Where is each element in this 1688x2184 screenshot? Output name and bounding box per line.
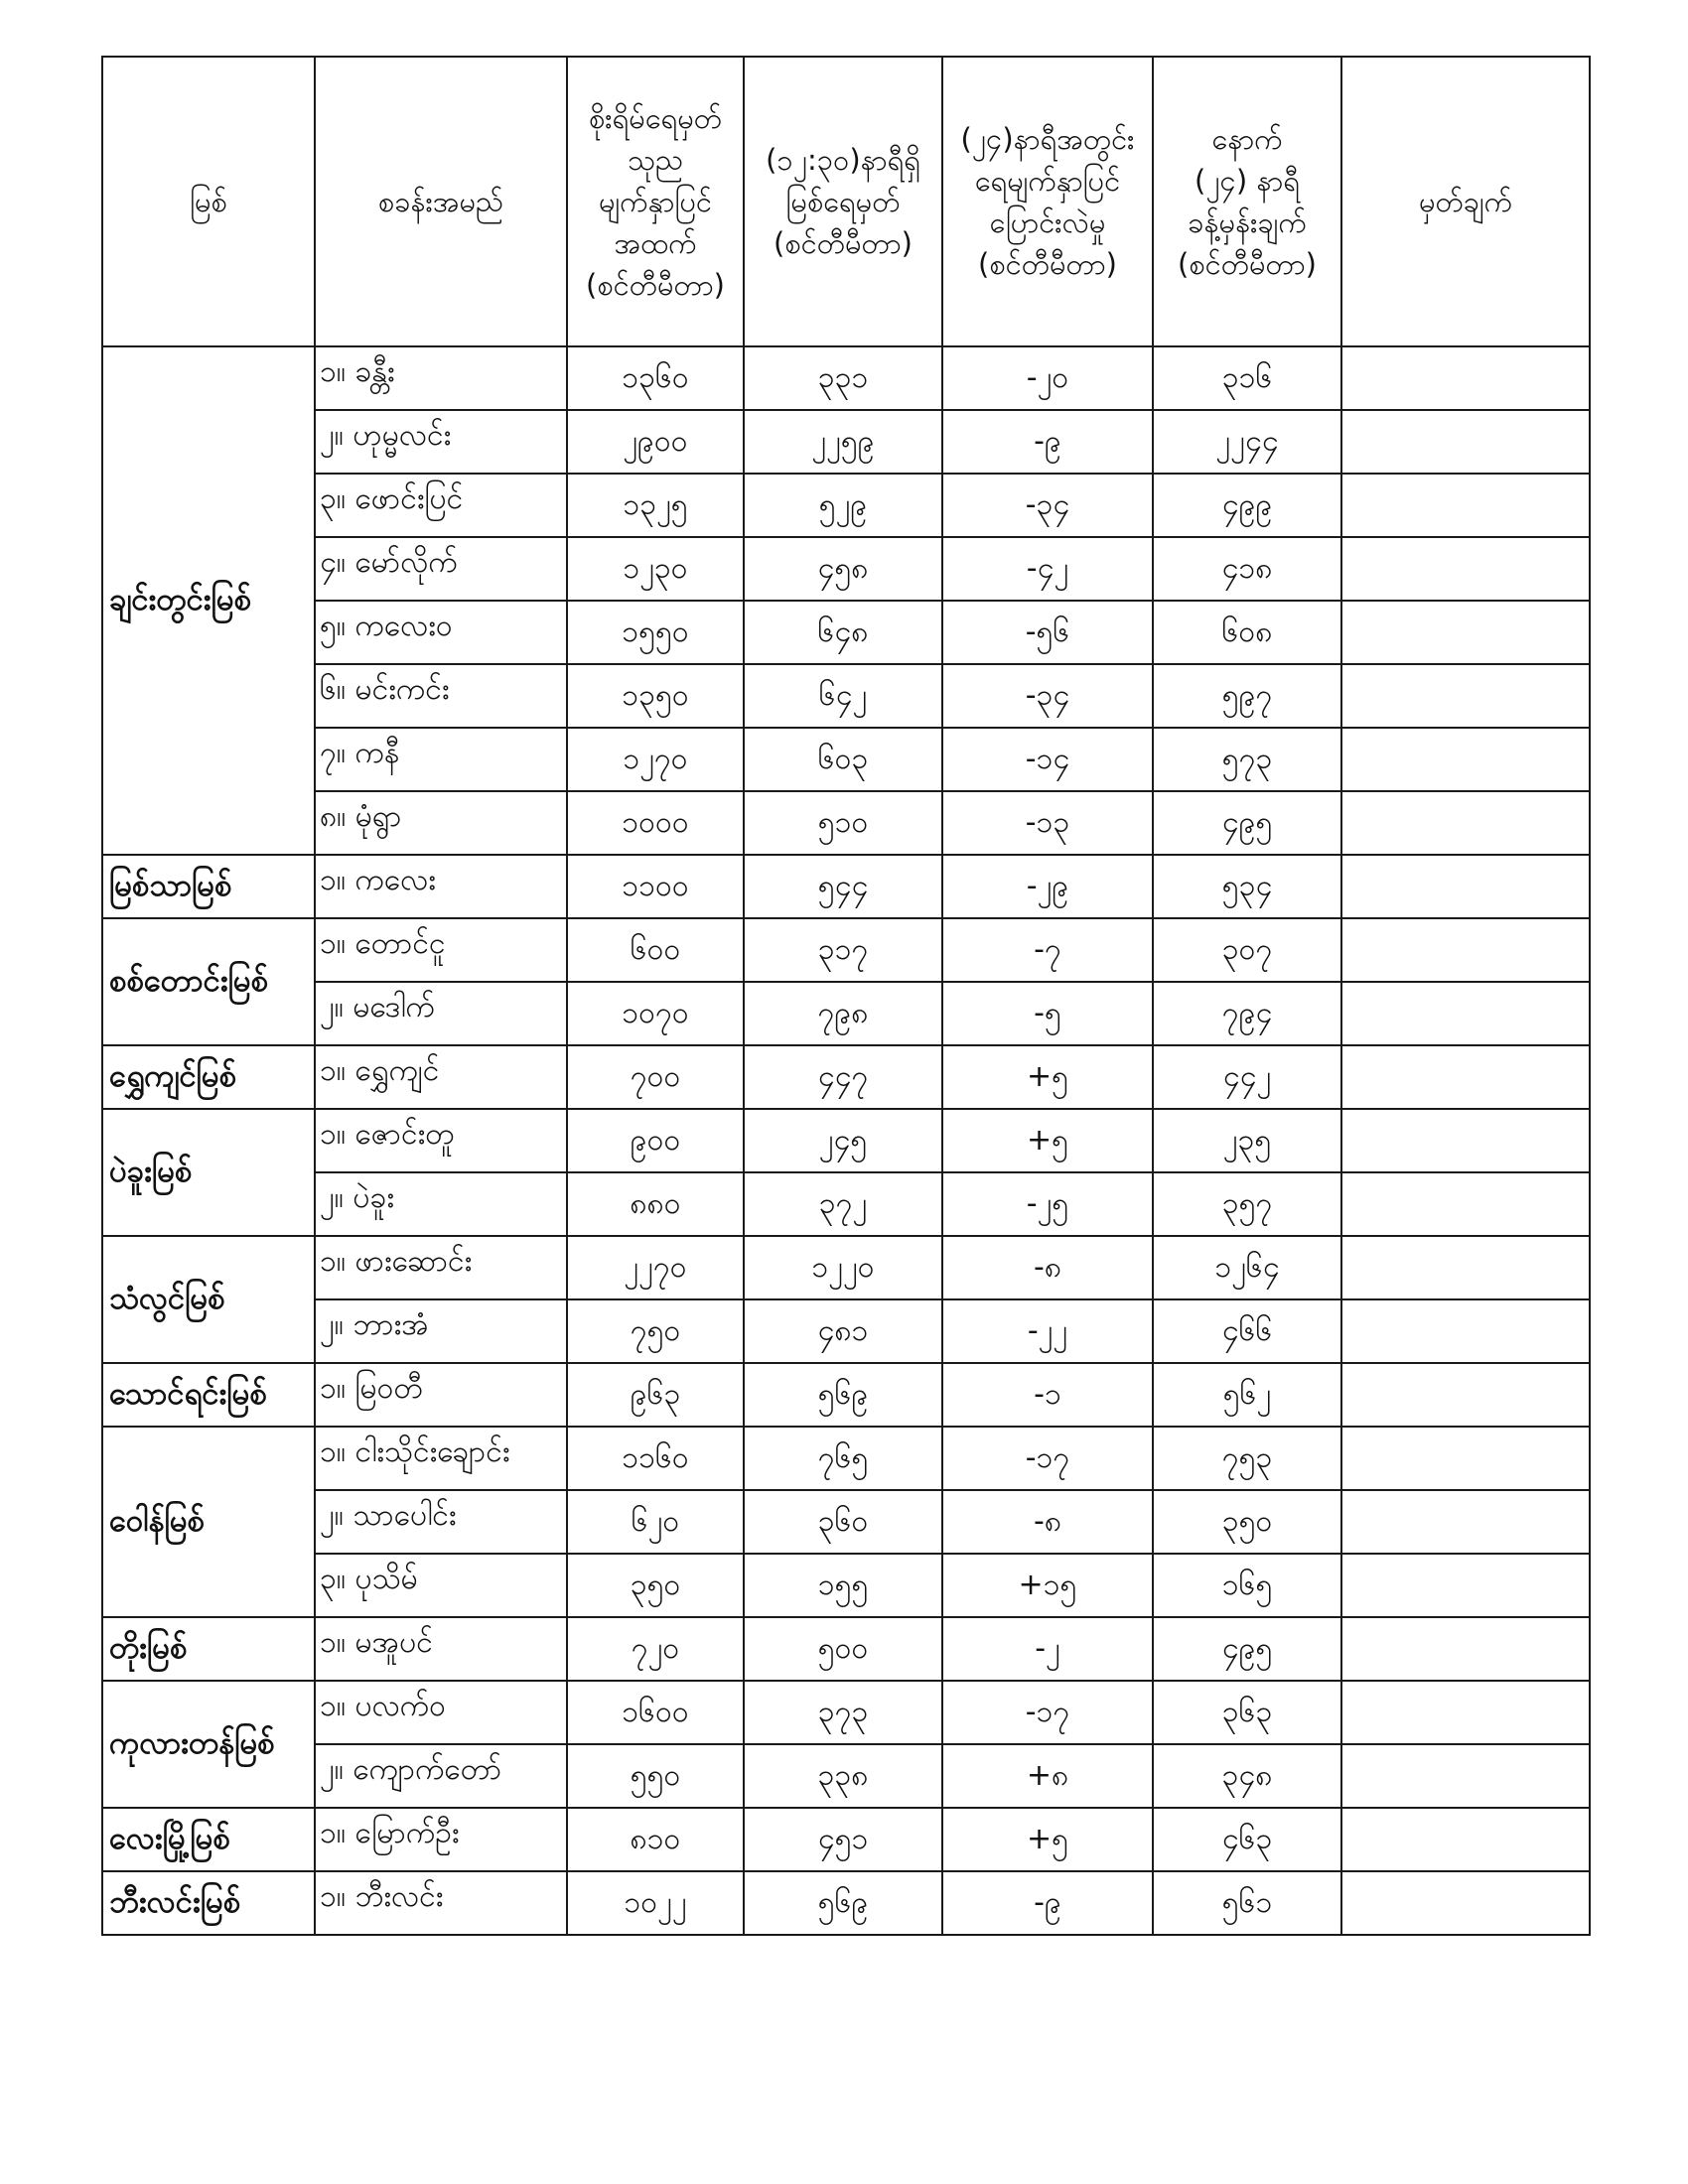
water-level: ၁၂၂၀ bbox=[744, 1236, 942, 1299]
forecast-level: ၂၃၅ bbox=[1153, 1109, 1341, 1172]
table-row bbox=[102, 1554, 1590, 1617]
remark bbox=[1341, 1681, 1590, 1744]
table-row bbox=[102, 1490, 1590, 1554]
danger-level: ၁၃၂၅ bbox=[567, 474, 744, 537]
station-name: ၁။ ရွှေကျင် bbox=[315, 1045, 567, 1109]
header-line: (စင်တီမီတာ) bbox=[1178, 247, 1317, 282]
header-line: ခန့်မှန်းချက် bbox=[1188, 205, 1307, 239]
level-change: -၃၄ bbox=[942, 474, 1153, 537]
danger-level: ၁၂၃၀ bbox=[567, 537, 744, 601]
station-name: ၈။ မုံရွာ bbox=[315, 791, 567, 855]
level-change: -၉ bbox=[942, 1871, 1153, 1935]
forecast-level: ၅၆၁ bbox=[1153, 1871, 1341, 1935]
level-change: -၃၄ bbox=[942, 664, 1153, 728]
table-row bbox=[102, 728, 1590, 791]
station-name: ၁။ ငါးသိုင်းချောင်း bbox=[315, 1427, 567, 1490]
station-name: ၂။ သာပေါင်း bbox=[315, 1490, 567, 1554]
water-level: ၇၆၅ bbox=[744, 1427, 942, 1490]
header-line: အထက် bbox=[614, 226, 697, 261]
river-name: မြစ်သာမြစ် bbox=[102, 855, 315, 918]
level-change: -၂၅ bbox=[942, 1172, 1153, 1236]
table-row bbox=[102, 601, 1590, 664]
danger-level: ၈၁၀ bbox=[567, 1808, 744, 1871]
remark bbox=[1341, 982, 1590, 1045]
river-name: ကုလားတန်မြစ် bbox=[102, 1681, 315, 1808]
remark bbox=[1341, 537, 1590, 601]
remark bbox=[1341, 346, 1590, 410]
header-line: စိုးရိမ်ရေမှတ် bbox=[588, 100, 723, 135]
river-name: ဘီးလင်းမြစ် bbox=[102, 1871, 315, 1935]
danger-level: ၁၀၀၀ bbox=[567, 791, 744, 855]
river-name: ဝေါန်မြစ် bbox=[102, 1427, 315, 1617]
station-name: ၁။ မအူပင် bbox=[315, 1617, 567, 1681]
remark bbox=[1341, 601, 1590, 664]
danger-level: ၁၃၅၀ bbox=[567, 664, 744, 728]
remark bbox=[1341, 474, 1590, 537]
header-remark bbox=[1341, 57, 1590, 346]
forecast-level: ၃၅၀ bbox=[1153, 1490, 1341, 1554]
table-row bbox=[102, 1871, 1590, 1935]
level-change: -၅ bbox=[942, 982, 1153, 1045]
river-name: သံလွင်မြစ် bbox=[102, 1236, 315, 1363]
forecast-level: ၄၆၃ bbox=[1153, 1808, 1341, 1871]
header-forecast bbox=[1153, 57, 1341, 346]
header-line: (စင်တီမီတာ) bbox=[774, 226, 913, 261]
level-change: -၁ bbox=[942, 1363, 1153, 1427]
danger-level: ၈၈၀ bbox=[567, 1172, 744, 1236]
station-name: ၄။ မော်လိုက် bbox=[315, 537, 567, 601]
table-header bbox=[102, 57, 1590, 346]
remark bbox=[1341, 1236, 1590, 1299]
header-line: (၂၄) နာရီ bbox=[1195, 163, 1300, 198]
remark bbox=[1341, 1363, 1590, 1427]
level-change: +၅ bbox=[942, 1808, 1153, 1871]
water-level: ၆၄၂ bbox=[744, 664, 942, 728]
forecast-level: ၄၉၅ bbox=[1153, 1617, 1341, 1681]
water-level: ၄၄၇ bbox=[744, 1045, 942, 1109]
remark bbox=[1341, 1172, 1590, 1236]
station-name: ၁။ ပလက်ဝ bbox=[315, 1681, 567, 1744]
remark bbox=[1341, 1744, 1590, 1808]
forecast-level: ၂၂၄၄ bbox=[1153, 410, 1341, 474]
level-change: +၅ bbox=[942, 1109, 1153, 1172]
danger-level: ၆၂၀ bbox=[567, 1490, 744, 1554]
header-station bbox=[315, 57, 567, 346]
station-name: ၁။ တောင်ငူ bbox=[315, 918, 567, 982]
water-level: ၄၅၈ bbox=[744, 537, 942, 601]
water-level: ၆၄၈ bbox=[744, 601, 942, 664]
danger-level: ၁၀၂၂ bbox=[567, 1871, 744, 1935]
river-name: ချင်းတွင်းမြစ် bbox=[102, 346, 315, 855]
station-name: ၇။ ကနီ bbox=[315, 728, 567, 791]
remark bbox=[1341, 1808, 1590, 1871]
danger-level: ၁၆၀၀ bbox=[567, 1681, 744, 1744]
station-name: ၁။ ကလေး bbox=[315, 855, 567, 918]
forecast-level: ၇၅၃ bbox=[1153, 1427, 1341, 1490]
table-row bbox=[102, 1172, 1590, 1236]
water-level: ၃၆၀ bbox=[744, 1490, 942, 1554]
river-name: သောင်ရင်းမြစ် bbox=[102, 1363, 315, 1427]
water-level: ၃၃၁ bbox=[744, 346, 942, 410]
remark bbox=[1341, 791, 1590, 855]
header-line: မျက်နှာပြင် bbox=[599, 184, 712, 218]
forecast-level: ၁၂၆၄ bbox=[1153, 1236, 1341, 1299]
danger-level: ၉၆၃ bbox=[567, 1363, 744, 1427]
river-name: စစ်တောင်းမြစ် bbox=[102, 918, 315, 1045]
level-change: -၁၇ bbox=[942, 1427, 1153, 1490]
level-change: +၁၅ bbox=[942, 1554, 1153, 1617]
table-row bbox=[102, 664, 1590, 728]
level-change: -၁၄ bbox=[942, 728, 1153, 791]
table-row bbox=[102, 791, 1590, 855]
table-row bbox=[102, 1427, 1590, 1490]
danger-level: ၂၉၀၀ bbox=[567, 410, 744, 474]
water-level: ၅၀၀ bbox=[744, 1617, 942, 1681]
forecast-level: ၅၃၄ bbox=[1153, 855, 1341, 918]
table-row bbox=[102, 1617, 1590, 1681]
forecast-level: ၅၇၃ bbox=[1153, 728, 1341, 791]
header-line: နောက် bbox=[1211, 121, 1283, 156]
danger-level: ၁၂၇၀ bbox=[567, 728, 744, 791]
header-line: စခန်းအမည် bbox=[377, 184, 504, 218]
forecast-level: ၅၉၇ bbox=[1153, 664, 1341, 728]
water-level: ၂၄၅ bbox=[744, 1109, 942, 1172]
forecast-level: ၃၄၈ bbox=[1153, 1744, 1341, 1808]
water-level: ၂၂၅၉ bbox=[744, 410, 942, 474]
remark bbox=[1341, 1554, 1590, 1617]
header-line: မြစ် bbox=[190, 184, 227, 218]
remark bbox=[1341, 728, 1590, 791]
table-row bbox=[102, 1299, 1590, 1363]
level-change: -၈ bbox=[942, 1236, 1153, 1299]
level-change: -၂၂ bbox=[942, 1299, 1153, 1363]
remark bbox=[1341, 1427, 1590, 1490]
header-row bbox=[102, 57, 1590, 346]
river-name: လေးမြို့မြစ် bbox=[102, 1808, 315, 1871]
forecast-level: ၄၉၉ bbox=[1153, 474, 1341, 537]
level-change: -၉ bbox=[942, 410, 1153, 474]
water-level: ၁၅၅ bbox=[744, 1554, 942, 1617]
level-change: -၂၀ bbox=[942, 346, 1153, 410]
remark bbox=[1341, 855, 1590, 918]
forecast-level: ၃၀၇ bbox=[1153, 918, 1341, 982]
danger-level: ၅၅၀ bbox=[567, 1744, 744, 1808]
remark bbox=[1341, 1299, 1590, 1363]
table-body bbox=[102, 346, 1590, 1935]
header-danger-level bbox=[567, 57, 744, 346]
water-level: ၃၁၇ bbox=[744, 918, 942, 982]
danger-level: ၁၅၅၀ bbox=[567, 601, 744, 664]
remark bbox=[1341, 1109, 1590, 1172]
level-change: -၇ bbox=[942, 918, 1153, 982]
table-row bbox=[102, 918, 1590, 982]
water-level-table bbox=[101, 56, 1591, 1936]
station-name: ၂။ မဒေါက် bbox=[315, 982, 567, 1045]
forecast-level: ၄၉၅ bbox=[1153, 791, 1341, 855]
river-name: ပဲခူးမြစ် bbox=[102, 1109, 315, 1236]
danger-level: ၃၅၀ bbox=[567, 1554, 744, 1617]
table-row bbox=[102, 1236, 1590, 1299]
level-change: -၈ bbox=[942, 1490, 1153, 1554]
header-line: သုည bbox=[627, 142, 684, 177]
table-row bbox=[102, 1681, 1590, 1744]
water-level: ၃၃၈ bbox=[744, 1744, 942, 1808]
table-row bbox=[102, 1363, 1590, 1427]
table-row bbox=[102, 474, 1590, 537]
water-level: ၅၁၀ bbox=[744, 791, 942, 855]
level-change: -၂ bbox=[942, 1617, 1153, 1681]
station-name: ၂။ ဟုမ္မလင်း bbox=[315, 410, 567, 474]
header-line: ပြောင်းလဲမှု bbox=[989, 205, 1106, 239]
danger-level: ၁၁၀၀ bbox=[567, 855, 744, 918]
remark bbox=[1341, 1490, 1590, 1554]
water-level: ၅၂၉ bbox=[744, 474, 942, 537]
table-row bbox=[102, 1045, 1590, 1109]
water-level: ၅၄၄ bbox=[744, 855, 942, 918]
danger-level: ၁၁၆၀ bbox=[567, 1427, 744, 1490]
station-name: ၁။ ဘီးလင်း bbox=[315, 1871, 567, 1935]
level-change: -၂၉ bbox=[942, 855, 1153, 918]
river-name: တိုးမြစ် bbox=[102, 1617, 315, 1681]
water-level: ၅၆၉ bbox=[744, 1871, 942, 1935]
table-row bbox=[102, 346, 1590, 410]
remark bbox=[1341, 1045, 1590, 1109]
station-name: ၂။ ဘားအံ bbox=[315, 1299, 567, 1363]
water-level: ၆၀၃ bbox=[744, 728, 942, 791]
table-row bbox=[102, 1808, 1590, 1871]
station-name: ၁။ မြောက်ဦး bbox=[315, 1808, 567, 1871]
forecast-level: ၄၁၈ bbox=[1153, 537, 1341, 601]
header-line: (၂၄)နာရီအတွင်း bbox=[960, 121, 1135, 156]
station-name: ၃။ ပုသိမ် bbox=[315, 1554, 567, 1617]
forecast-level: ၄၆၆ bbox=[1153, 1299, 1341, 1363]
table-row bbox=[102, 537, 1590, 601]
header-line: မြစ်ရေမှတ် bbox=[785, 184, 901, 218]
forecast-level: ၃၁၆ bbox=[1153, 346, 1341, 410]
water-level: ၄၅၁ bbox=[744, 1808, 942, 1871]
header-line: (၁၂:၃၀)နာရီရှိ bbox=[766, 142, 920, 177]
water-level: ၃၇၂ bbox=[744, 1172, 942, 1236]
table-row bbox=[102, 1744, 1590, 1808]
station-name: ၁။ ဇောင်းတူ bbox=[315, 1109, 567, 1172]
header-water-level bbox=[744, 57, 942, 346]
danger-level: ၇၂၀ bbox=[567, 1617, 744, 1681]
station-name: ၃။ ဖောင်းပြင် bbox=[315, 474, 567, 537]
level-change: +၈ bbox=[942, 1744, 1153, 1808]
river-name: ရွှေကျင်မြစ် bbox=[102, 1045, 315, 1109]
header-change bbox=[942, 57, 1153, 346]
station-name: ၆။ မင်းကင်း bbox=[315, 664, 567, 728]
forecast-level: ၇၉၄ bbox=[1153, 982, 1341, 1045]
level-change: -၁၃ bbox=[942, 791, 1153, 855]
remark bbox=[1341, 918, 1590, 982]
forecast-level: ၄၄၂ bbox=[1153, 1045, 1341, 1109]
header-line: (စင်တီမီတာ) bbox=[586, 268, 725, 303]
forecast-level: ၁၆၅ bbox=[1153, 1554, 1341, 1617]
header-line: ရေမျက်နှာပြင် bbox=[974, 163, 1121, 198]
water-level: ၄၈၁ bbox=[744, 1299, 942, 1363]
danger-level: ၇၅၀ bbox=[567, 1299, 744, 1363]
station-name: ၁။ ဖားဆောင်း bbox=[315, 1236, 567, 1299]
remark bbox=[1341, 1871, 1590, 1935]
header-river bbox=[102, 57, 315, 346]
level-change: -၁၇ bbox=[942, 1681, 1153, 1744]
forecast-level: ၃၅၇ bbox=[1153, 1172, 1341, 1236]
station-name: ၁။ မြဝတီ bbox=[315, 1363, 567, 1427]
remark bbox=[1341, 410, 1590, 474]
table-row bbox=[102, 982, 1590, 1045]
water-level: ၃၇၃ bbox=[744, 1681, 942, 1744]
level-change: -၅၆ bbox=[942, 601, 1153, 664]
station-name: ၁။ ခန္တီး bbox=[315, 346, 567, 410]
level-change: +၅ bbox=[942, 1045, 1153, 1109]
station-name: ၅။ ကလေးဝ bbox=[315, 601, 567, 664]
danger-level: ၂၂၇၀ bbox=[567, 1236, 744, 1299]
header-line: (စင်တီမီတာ) bbox=[978, 247, 1117, 282]
station-name: ၂။ ပဲခူး bbox=[315, 1172, 567, 1236]
header-line: မှတ်ချက် bbox=[1418, 184, 1513, 218]
table-row bbox=[102, 855, 1590, 918]
table-row bbox=[102, 410, 1590, 474]
danger-level: ၉၀၀ bbox=[567, 1109, 744, 1172]
remark bbox=[1341, 664, 1590, 728]
danger-level: ၁၃၆၀ bbox=[567, 346, 744, 410]
water-level: ၇၉၈ bbox=[744, 982, 942, 1045]
danger-level: ၆၀၀ bbox=[567, 918, 744, 982]
station-name: ၂။ ကျောက်တော် bbox=[315, 1744, 567, 1808]
level-change: -၄၂ bbox=[942, 537, 1153, 601]
remark bbox=[1341, 1617, 1590, 1681]
danger-level: ၇၀၀ bbox=[567, 1045, 744, 1109]
forecast-level: ၅၆၂ bbox=[1153, 1363, 1341, 1427]
danger-level: ၁၀၇၀ bbox=[567, 982, 744, 1045]
table-row bbox=[102, 1109, 1590, 1172]
forecast-level: ၆၀၈ bbox=[1153, 601, 1341, 664]
water-level: ၅၆၉ bbox=[744, 1363, 942, 1427]
forecast-level: ၃၆၃ bbox=[1153, 1681, 1341, 1744]
